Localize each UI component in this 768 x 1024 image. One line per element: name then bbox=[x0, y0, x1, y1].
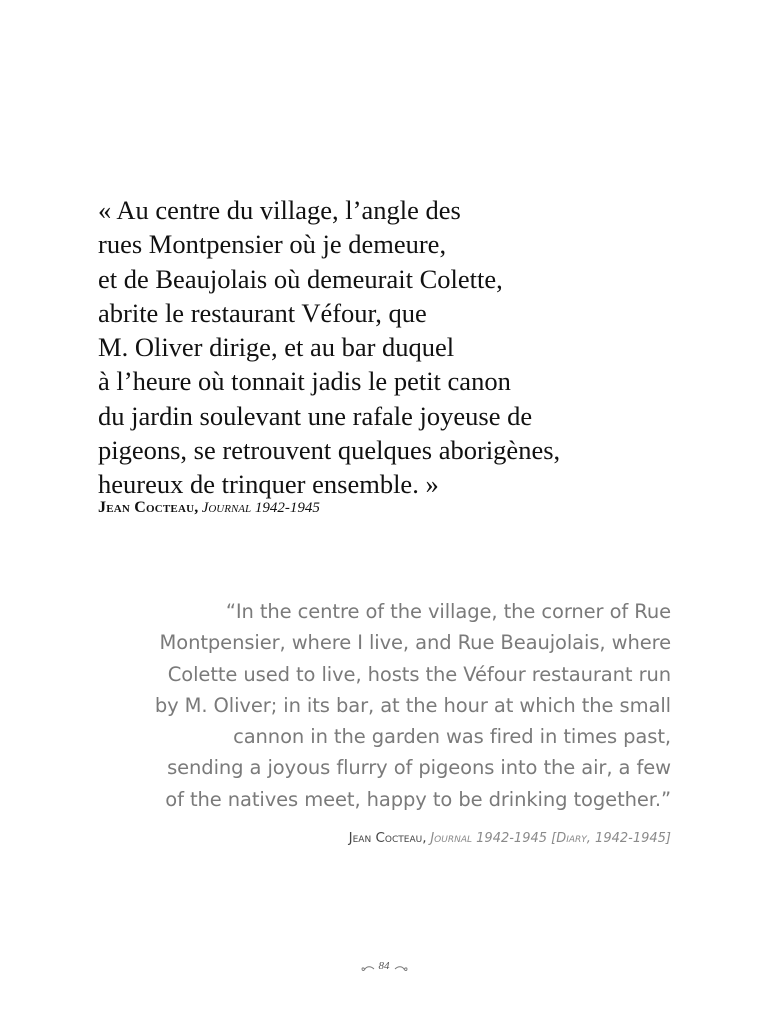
english-translation-line: “In the centre of the village, the corner of Rue bbox=[225, 600, 671, 623]
english-translation-line: cannon in the garden was fired in times past, bbox=[233, 725, 671, 749]
english-translation bbox=[111, 596, 671, 815]
french-quote-line: et de Beaujolais où demeurait Colette, bbox=[98, 263, 503, 294]
right-flourish-icon bbox=[394, 962, 408, 970]
attribution-work-title: Journal bbox=[430, 831, 473, 846]
french-quote-line: rues Montpensier où je demeure, bbox=[98, 229, 447, 260]
attribution-translation-years: , 1942-1945] bbox=[586, 831, 671, 846]
attribution-author: Jean Cocteau, bbox=[348, 830, 427, 846]
left-flourish-icon bbox=[361, 962, 375, 970]
french-quote-line: abrite le restaurant Véfour, que bbox=[98, 297, 427, 328]
english-translation-line: of the natives meet, happy to be drinking together.” bbox=[165, 787, 671, 811]
english-translation-line: Montpensier, where I live, and Rue Beaujolais, where bbox=[159, 631, 671, 655]
french-quote-line: du jardin soulevant une rafale joyeuse de bbox=[98, 400, 533, 431]
french-quote-line: pigeons, se retrouvent quelques aborigènes, bbox=[98, 435, 561, 466]
english-translation-line: Colette used to live, hosts the Véfour restaurant run bbox=[167, 662, 671, 686]
french-quote bbox=[98, 193, 698, 502]
page-footer bbox=[0, 958, 768, 974]
attribution-translation-title: Diary bbox=[556, 831, 587, 846]
attribution-work-years: 1942-1945 [ bbox=[472, 831, 557, 846]
french-quote-line: M. Oliver dirige, et au bar duquel bbox=[98, 332, 455, 363]
french-quote-line: à l’heure où tonnait jadis le petit canon bbox=[98, 366, 511, 397]
english-translation-line: sending a joyous flurry of pigeons into the air, a few bbox=[167, 756, 671, 780]
french-attribution bbox=[98, 499, 320, 517]
attribution-work bbox=[202, 500, 320, 516]
english-attribution bbox=[349, 829, 671, 848]
french-quote-line: heureux de trinquer ensemble. » bbox=[98, 469, 439, 500]
attribution-work-title: Journal bbox=[201, 500, 252, 516]
french-quote-line: « Au centre du village, l’angle des bbox=[98, 195, 461, 225]
attribution-work-years: 1942-1945 bbox=[251, 500, 320, 516]
attribution-author: Jean Cocteau, bbox=[98, 499, 199, 516]
english-translation-line: by M. Oliver; in its bar, at the hour at which the small bbox=[154, 693, 671, 717]
attribution-work bbox=[430, 831, 671, 846]
page-number: 84 bbox=[378, 960, 390, 972]
